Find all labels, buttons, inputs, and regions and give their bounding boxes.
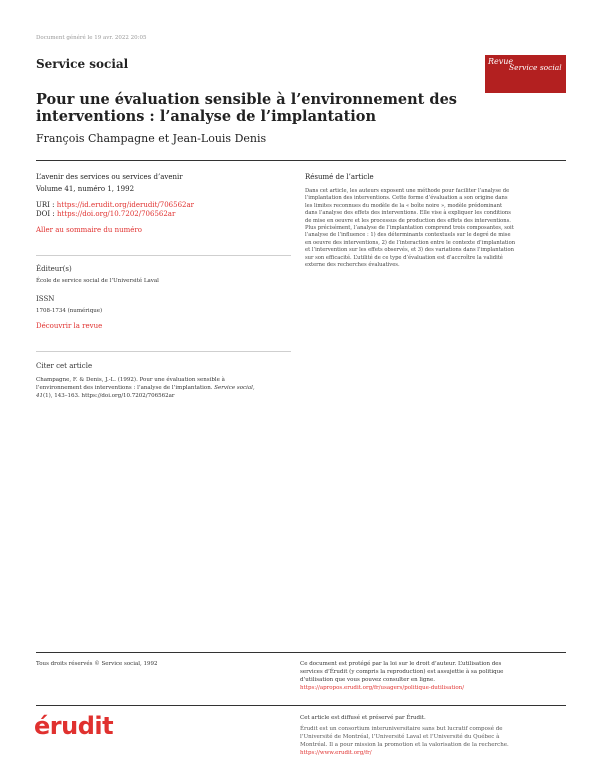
doi-label: DOI : [36,210,55,218]
publisher-section [36,265,291,331]
issn-label: ISSN [36,295,55,303]
footer-divider [36,652,566,653]
abstract-line: Dans cet article, les auteurs exposent une méthode pour faciliter l’analyse de [305,188,510,194]
abstract-line: externe des recherches évaluatives. [305,262,400,269]
legal-notice [300,660,566,692]
abstract-line: de mise en oeuvre et les processus de production des effets des interventions. [305,217,511,224]
abstract-line: les limites reconnues du modèle de la « boîte noire », modèle prédominant [305,202,503,209]
publisher-label: Éditeur(s) [36,265,72,273]
summary-link[interactable]: Aller au sommaire du numéro [36,226,142,234]
issue-title: L’avenir des services ou services d’avenir [36,173,183,181]
issn-value: 1708-1734 (numérique) [36,308,103,314]
cite-line-1: Champagne, F. & Denis, J.-L. (1992). Pour une évaluation sensible à [36,377,225,383]
abstract-line: sur son efficacité. L’utilité de ce type d’évaluation est d’accroître la validité [305,254,503,261]
abstract-line: l’analyse de l’influence : 1) des déterminants contextuels sur le degré de mise [305,232,511,239]
abstract-text [305,188,567,269]
journal-name: Service social [36,57,129,71]
cite-journal: Service social, [214,385,255,391]
cite-line-3: (1), 143–163. https://doi.org/10.7202/706562ar [43,393,175,399]
title-line-2: interventions : l’analyse de l’implantation [36,108,377,125]
erudit-line-2: l’Université de Montréal, l’Université Laval et l’Université du Québec à [300,734,500,740]
title-line-1: Pour une évaluation sensible à l’environnement des [36,91,457,108]
cite-volume: 41 [36,393,43,399]
policy-link[interactable]: https://apropos.erudit.org/fr/usagers/politique-dutilisation/ [300,685,465,691]
uri-label: URI : [36,201,55,209]
logo-service-social: Service social [509,63,562,72]
diffuse-notice: Cet article est diffusé et préservé par Érudit. [300,715,426,721]
doi-link[interactable]: https://doi.org/10.7202/706562ar [56,210,176,218]
divider-2 [36,351,291,352]
divider-1 [36,255,291,256]
abstract-line: et l’intervention sur les effets observés, et 3) des variations dans l’implantation [305,247,514,254]
citation-section [36,362,298,400]
legal-line-1: Ce document est protégé par la loi sur le droit d’auteur. L’utilisation des [300,661,502,667]
legal-line-2: services d’Érudit (y compris la reproduction) est assujettie à sa politique [300,669,504,675]
generated-date: Document généré le 19 avr. 2022 20:05 [36,35,147,41]
discover-link[interactable]: Découvrir la revue [36,322,103,330]
publisher-name: École de service social de l’Université Laval [36,278,159,284]
logo-revue: Revue [488,57,514,66]
issue-info [36,173,291,235]
abstract-label: Résumé de l’article [305,173,374,181]
article-title [36,91,476,125]
article-authors: François Champagne et Jean-Louis Denis [36,132,267,145]
cite-label: Citer cet article [36,362,93,370]
abstract-line: Plus précisément, l’analyse de l’implantation comprend trois composantes, soit [305,225,514,232]
header-divider [36,160,566,161]
cite-line-2: l’environnement des interventions : l’analyse de l’implantation. [36,385,213,391]
erudit-line-3: Montréal. Il a pour mission la promotion et la valorisation de la recherche. [300,742,509,748]
journal-logo[interactable] [485,55,566,93]
erudit-info [300,714,566,757]
abstract-line: dans l’analyse des effets des interventions. Elle vise à expliquer les conditions [305,210,511,217]
volume: Volume 41, numéro 1, 1992 [36,185,135,193]
legal-line-3: d’utilisation que vous pouvez consulter en ligne. [300,677,435,683]
uri-link[interactable]: https://id.erudit.org/iderudit/706562ar [56,201,194,209]
abstract-line: en oeuvre des interventions, 2) de l’interaction entre le contexte d’implantation [305,239,516,246]
footer-divider-2 [36,705,566,706]
abstract-line: l’implantation des interventions. Cette forme d’évaluation a son origine dans [305,195,508,202]
abstract-section [305,173,567,269]
erudit-logo[interactable]: érudit [34,712,114,740]
erudit-link[interactable]: https://www.erudit.org/fr/ [300,750,372,756]
rights-notice: Tous droits réservés © Service social, 1992 [36,661,158,667]
erudit-line-1: Érudit est un consortium interuniversitaire sans but lucratif composé de [300,726,503,732]
citation-text [36,376,298,400]
